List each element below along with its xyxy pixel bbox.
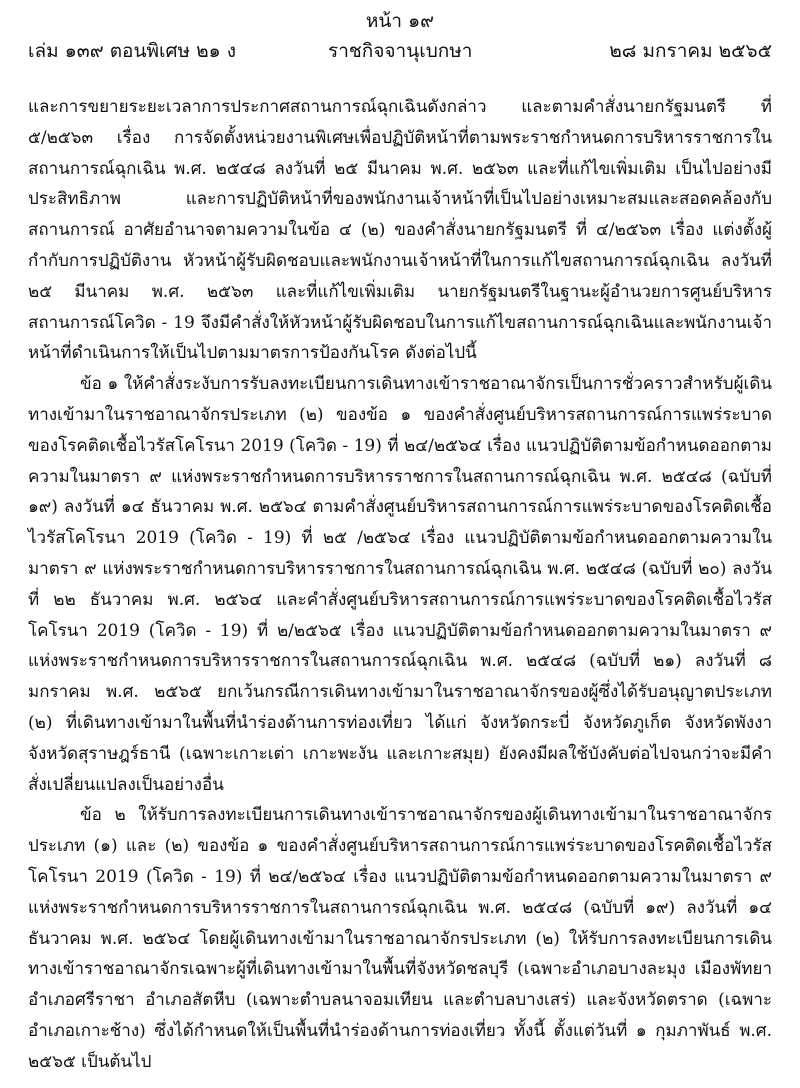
gazette-header: [28, 38, 772, 64]
publication-name: ราชกิจจานุเบกษา: [328, 40, 473, 62]
volume-info: เล่ม ๑๓๙ ตอนพิเศษ ๒๑ ง: [28, 40, 236, 62]
clause-2-paragraph: ข้อ ๒ ให้รับการลงทะเบียนการเดินทางเข้าราชอาณาจักรของผู้เดินทางเข้ามาในราชอาณาจักรประเภท (๑) และ (๒) ของข้อ ๑ ของคำสั่งศูนย์บริหารสถานการณ์การแพร่ระบาดของโรคติดเชื้อไวรัสโคโรนา 2019 (โควิด - 19) ที่ ๒๔/๒๕๖๔ เรื่อง แนวปฏิบัติตามข้อกำหนดออกตามความในมาตรา ๙ แห่งพระราชกำหนดการบริหารราชการในสถานการณ์ฉุกเฉิน พ.ศ. ๒๕๔๘ (ฉบับที่ ๑๙) ลงวันที่ ๑๔ ธันวาคม พ.ศ. ๒๕๖๔ โดยผู้เดินทางเข้ามาในราชอาณาจักรประเภท (๒) ให้รับการลงทะเบียนการเดินทางเข้าราชอาณาจักรเฉพาะผู้ที่เดินทางเข้ามาในพื้นที่จังหวัดชลบุรี (เฉพาะอำเภอบางละมุง เมืองพัทยา อำเภอศรีราชา อำเภอสัตหีบ (เฉพาะตำบลนาจอมเทียน และตำบลบางเสร่) และจังหวัดตราด (เฉพาะอำเภอเกาะช้าง) ซึ่งได้กำหนดให้เป็นพื้นที่นำร่องด้านการท่องเที่ยว ทั้งนี้ ตั้งแต่วันที่ ๑ กุมภาพันธ์ พ.ศ. ๒๕๖๕ เป็นต้นไป: [28, 805, 772, 1072]
intro-paragraph: และการขยายระยะเวลาการประกาศสถานการณ์ฉุกเฉินดังกล่าว และตามคำสั่งนายกรัฐมนตรี ที่ ๕/๒๕๖๓ เรื่อง การจัดตั้งหน่วยงานพิเศษเพื่อปฏิบัติหน้าที่ตามพระราชกำหนดการบริหารราชการในสถานการณ์ฉุกเฉิน พ.ศ. ๒๕๔๘ ลงวันที่ ๒๕ มีนาคม พ.ศ. ๒๕๖๓ และที่แก้ไขเพิ่มเติม เป็นไปอย่างมีประสิทธิภาพ และการปฏิบัติหน้าที่ของพนักงานเจ้าหน้าที่เป็นไปอย่างเหมาะสมและสอดคล้องกับสถานการณ์ อาศัยอำนาจตามความในข้อ ๔ (๒) ของคำสั่งนายกรัฐมนตรี ที่ ๔/๒๕๖๓ เรื่อง แต่งตั้งผู้กำกับการปฏิบัติงาน หัวหน้าผู้รับผิดชอบและพนักงานเจ้าหน้าที่ในการแก้ไขสถานการณ์ฉุกเฉิน ลงวันที่ ๒๕ มีนาคม พ.ศ. ๒๕๖๓ และที่แก้ไขเพิ่มเติม นายกรัฐมนตรีในฐานะผู้อำนวยการศูนย์บริหารสถานการณ์โควิด - 19 จึงมีคำสั่งให้หัวหน้าผู้รับผิดชอบในการแก้ไขสถานการณ์ฉุกเฉินและพนักงานเจ้าหน้าที่ดำเนินการให้เป็นไปตามมาตรการป้องกันโรค ดังต่อไปนี้: [28, 97, 772, 364]
clause-1-paragraph: ข้อ ๑ ให้คำสั่งระงับการรับลงทะเบียนการเดินทางเข้าราชอาณาจักรเป็นการชั่วคราวสำหรับผู้เดินทางเข้ามาในราชอาณาจักรประเภท (๒) ของข้อ ๑ ของคำสั่งศูนย์บริหารสถานการณ์การแพร่ระบาดของโรคติดเชื้อไวรัสโคโรนา 2019 (โควิด - 19) ที่ ๒๔/๒๕๖๔ เรื่อง แนวปฏิบัติตามข้อกำหนดออกตามความในมาตรา ๙ แห่งพระราชกำหนดการบริหารราชการในสถานการณ์ฉุกเฉิน พ.ศ. ๒๕๔๘ (ฉบับที่ ๑๙) ลงวันที่ ๑๔ ธันวาคม พ.ศ. ๒๕๖๔ ตามคำสั่งศูนย์บริหารสถานการณ์การแพร่ระบาดของโรคติดเชื้อไวรัสโคโรนา 2019 (โควิด - 19) ที่ ๒๕ /๒๕๖๔ เรื่อง แนวปฏิบัติตามข้อกำหนดออกตามความในมาตรา ๙ แห่งพระราชกำหนดการบริหารราชการในสถานการณ์ฉุกเฉิน พ.ศ. ๒๕๔๘ (ฉบับที่ ๒๐) ลงวันที่ ๒๒ ธันวาคม พ.ศ. ๒๕๖๔ และคำสั่งศูนย์บริหารสถานการณ์การแพร่ระบาดของโรคติดเชื้อไวรัสโคโรนา 2019 (โควิด - 19) ที่ ๒/๒๕๖๕ เรื่อง แนวปฏิบัติตามข้อกำหนดออกตามความในมาตรา ๙ แห่งพระราชกำหนดการบริหารราชการในสถานการณ์ฉุกเฉิน พ.ศ. ๒๕๔๘ (ฉบับที่ ๒๑) ลงวันที่ ๘ มกราคม พ.ศ. ๒๕๖๕ ยกเว้นกรณีการเดินทางเข้ามาในราชอาณาจักรของผู้ซึ่งได้รับอนุญาตประเภท (๒) ที่เดินทางเข้ามาในพื้นที่นำร่องด้านการท่องเที่ยว ได้แก่ จังหวัดกระบี่ จังหวัดภูเก็ต จังหวัดพังงา จังหวัดสุราษฎร์ธานี (เฉพาะเกาะเต่า เกาะพะงัน และเกาะสมุย) ยังคงมีผลใช้บังคับต่อไปจนกว่าจะมีคำสั่งเปลี่ยนแปลงเป็นอย่างอื่น: [28, 374, 772, 795]
page-number: หน้า ๑๙: [365, 10, 435, 32]
publication-date: ๒๘ มกราคม ๒๕๖๕: [609, 40, 772, 62]
document-body: [28, 92, 772, 1078]
